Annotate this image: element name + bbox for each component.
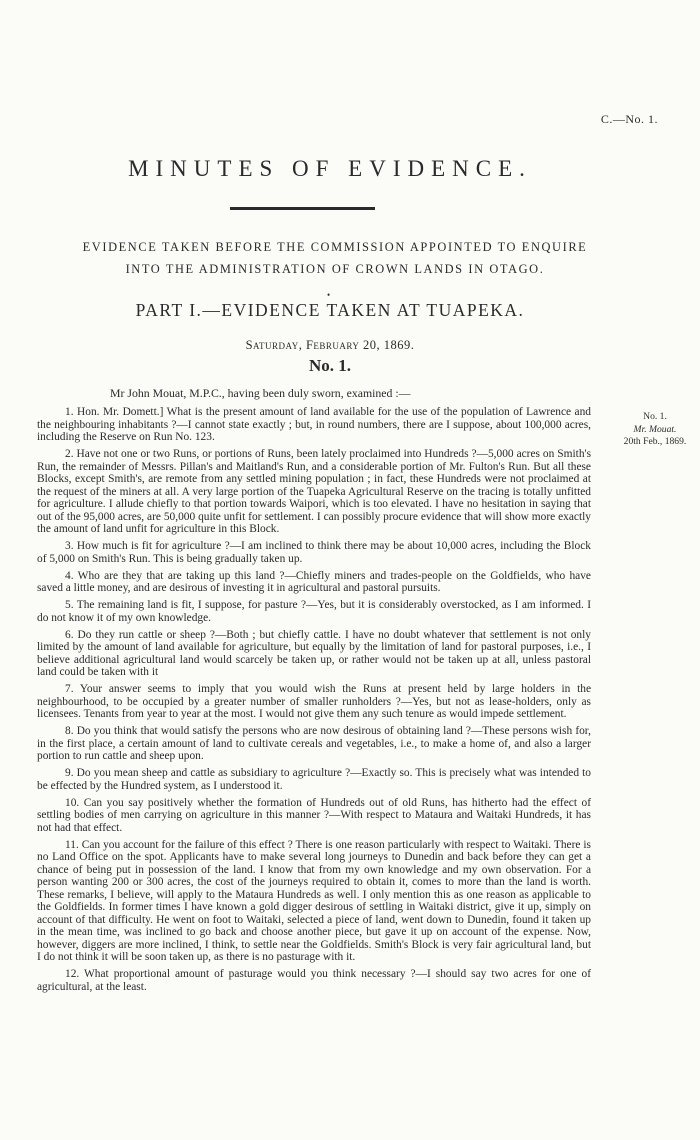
commission-heading-line-2: INTO THE ADMINISTRATION OF CROWN LANDS IN OTAGO. [125, 262, 545, 276]
margin-note-number: No. 1. [643, 411, 667, 422]
question-12: 12. What proportional amount of pasturage would you think necessary ?—I should say two acres for one of agricultural, at the least. [37, 968, 591, 993]
title-rule [230, 207, 375, 210]
evidence-body [37, 406, 591, 998]
question-2: 2. Have not one or two Runs, or portions of Runs, been lately proclaimed into Hundreds ?—5,000 acres on Smith's Run, the remainder of Messrs. Pillan's and Maitland's Run, and a considerable portion of Mr. Fulton's Run. But all these Blocks, except Smith's, are remote from any settled mining population ; in fact, these Hundreds were not proclaimed at the request of the miners at all. A very large portion of the Tuapeka Agricultural Reserve on the tracing is totally unfitted for agriculture. I allude chiefly to that portion towards Waipori, which is too elevated. I have no hesitation in saying that out of the 95,000 acres, are 50,000 quite unfit for settlement. I can possibly procure evidence that will show more exactly the amount of land unfit for agriculture in this Block. [37, 448, 591, 535]
part-title: PART I.—EVIDENCE TAKEN AT TUAPEKA. [135, 300, 525, 320]
witness-number: No. 1. [308, 356, 352, 375]
question-4: 4. Who are they that are taking up this land ?—Chiefly miners and trades-people on the Goldfields, who have saved a little money, and are desirous of investing it in agricultural and pastoral pursuits. [37, 569, 591, 594]
question-6: 6. Do they run cattle or sheep ?—Both ; but chiefly cattle. I have no doubt whatever that settlement is not only limited by the amount of land available for agriculture, but equally by the limitation of land for pastoral purposes, i.e., I believe additional agricultural land would scarcely be taken up, or rather would not be taken up at all, unless pastoral land could be taken with it [37, 628, 591, 678]
question-10: 10. Can you say positively whether the formation of Hundreds out of old Runs, has hitherto had the effect of settling bodies of men carrying on agriculture in this manner ?—With respect to Mataura and Waitaki Hundreds, it has not had that effect. [37, 796, 591, 834]
question-8: 8. Do you think that would satisfy the persons who are now desirous of obtaining land ?—These persons wish for, in the first place, a certain amount of land to cultivate cereals and vegetables, i.e., to make a home of, and also a larger portion to run cattle and sheep upon. [37, 725, 591, 762]
margin-note-witness: Mr. Mouat. [633, 423, 677, 435]
question-9: 9. Do you mean sheep and cattle as subsidiary to agriculture ?—Exactly so. This is precisely what was intended to be effected by the Hundred system, as I understood it. [37, 767, 591, 792]
margin-note-date: 20th Feb., 1869. [623, 436, 687, 447]
question-11: 11. Can you account for the failure of this effect ? There is one reason particularly with respect to Waitaki. There is no Land Office on the spot. Applicants have to make several long journeys to Dunedin and back before they can get a chance of being put in possession of the land. I know that from my own knowledge and my own observation. For a person wanting 200 or 300 acres, the cost of the journeys required to obtain it, comes to more than the land is worth. These remarks, I believe, will apply to the Mataura Hundreds as well. I only mention this as one reason as applicable to the Goldfields. In former times I have known a gold digger desirous of settling in Waitaki district, give it up, simply on account of that difficulty. He went on foot to Waitaki, selected a piece of land, went down to Dunedin, found it taken up in the mean time, was inclined to go back and choose another piece, but gave it up on account of the expense. Now, however, diggers are more inclined, I think, to settle near the Goldfields. Smith's Block is very fair agricultural land, but I do not think it will be soon taken up, as there is no pasturage with it. [37, 838, 591, 963]
question-1: 1. Hon. Mr. Domett.] What is the present amount of land available for the use of the population of Lawrence and the neighbouring inhabitants ?—I cannot state exactly ; but, in round numbers, there are I suppose, about 100,000 acres, including the Reserve on Run No. 123. [37, 406, 591, 443]
question-5: 5. The remaining land is fit, I suppose, for pasture ?—Yes, but it is considerably overstocked, as I am informed. I do not know it of my own knowledge. [37, 599, 591, 624]
question-7: 7. Your answer seems to imply that you would wish the Runs at present held by large holders in the neighbourhood, to be occupied by a greater number of smaller runholders ?—Yes, but not as lease-holders, only as licensees. Tenants from year to year at the most. I would not give them any such tenure as would impede settlement. [37, 683, 591, 720]
document-title: MINUTES OF EVIDENCE. [128, 156, 532, 181]
ornament-dot: • [327, 290, 331, 300]
witness-intro: Mr John Mouat, M.P.C., having been duly sworn, examined :— [110, 386, 411, 400]
question-3: 3. How much is fit for agriculture ?—I am inclined to think there may be about 10,000 acres, including the Block of 5,000 on Smith's Run. This is being gradually taken up. [37, 540, 591, 565]
session-date: Saturday, February 20, 1869. [245, 338, 415, 352]
page-reference: C.—No. 1. [600, 112, 658, 126]
margin-note [612, 411, 698, 449]
commission-heading-line-1: EVIDENCE TAKEN BEFORE THE COMMISSION APPOINTED TO ENQUIRE [82, 240, 588, 254]
